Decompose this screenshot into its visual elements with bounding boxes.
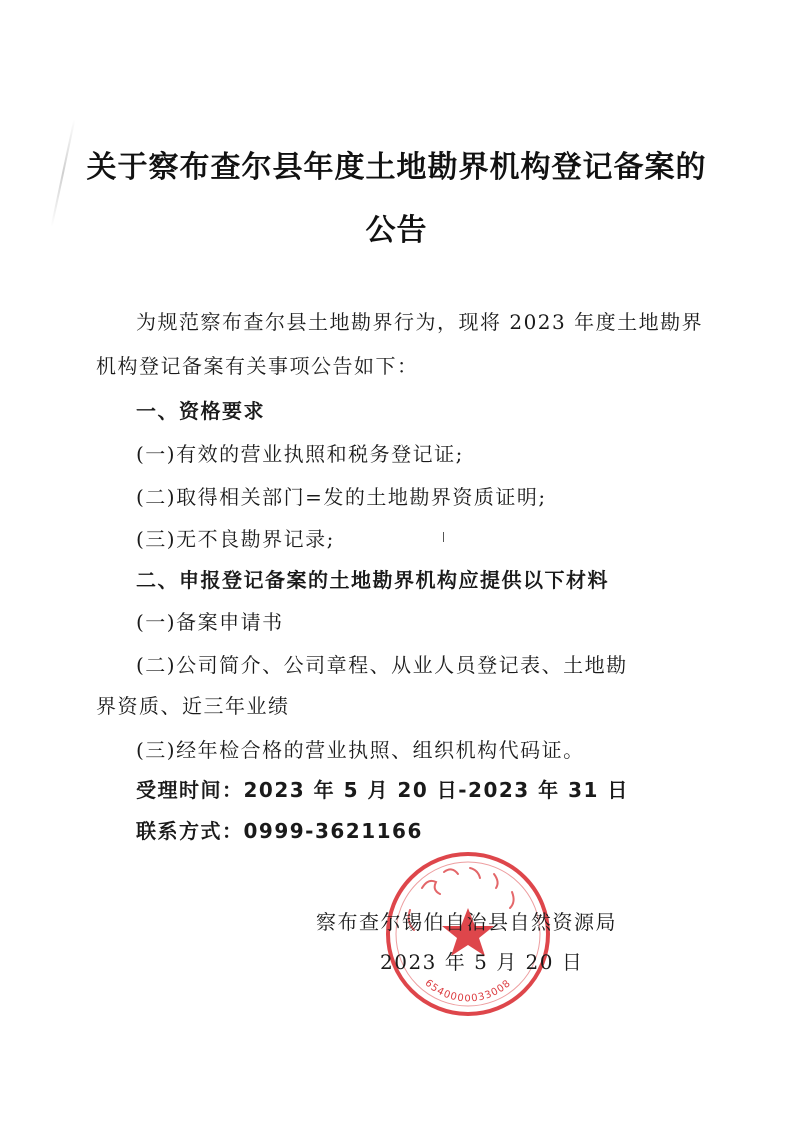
section-1-item-2: (二)取得相关部门=发的土地勘界资质证明;: [136, 485, 547, 509]
title-line-1: 关于察布查尔县年度土地勘界机构登记备案的: [86, 150, 707, 185]
section-1-item-1: (一)有效的营业执照和税务登记证;: [136, 442, 464, 466]
signature-org: 察布查尔锡伯自治县自然资源局: [316, 910, 617, 934]
seal-code: 6540000033008: [422, 977, 514, 1005]
section-2-heading: 二、申报登记备案的土地勘界机构应提供以下材料: [136, 568, 609, 592]
title-line-2: 公告: [365, 213, 428, 248]
section-2-item-1: (一)备案申请书: [136, 610, 284, 634]
contact-info: 联系方式：0999-3621166: [136, 819, 423, 843]
section-2-item-3: (三)经年检合格的营业执照、组织机构代码证。: [136, 738, 585, 762]
section-1-item-3: (三)无不良勘界记录;: [136, 527, 335, 551]
stray-mark: [443, 532, 444, 542]
svg-text:6540000033008: [423, 978, 514, 1005]
signature-date: 2023 年 5 月 20 日: [380, 950, 584, 974]
intro-line-2: 机构登记备案有关事项公告如下：: [96, 354, 419, 378]
section-1-heading: 一、资格要求: [136, 399, 265, 423]
acceptance-time: 受理时间：2023 年 5 月 20 日-2023 年 31 日: [136, 778, 629, 802]
section-2-item-2: (二)公司简介、公司章程、从业人员登记表、土地勘: [136, 653, 628, 677]
intro-line-1: 为规范察布查尔县土地勘界行为，现将 2023 年度土地勘界: [136, 310, 704, 334]
section-2-item-2-cont: 界资质、近三年业绩: [96, 694, 290, 718]
